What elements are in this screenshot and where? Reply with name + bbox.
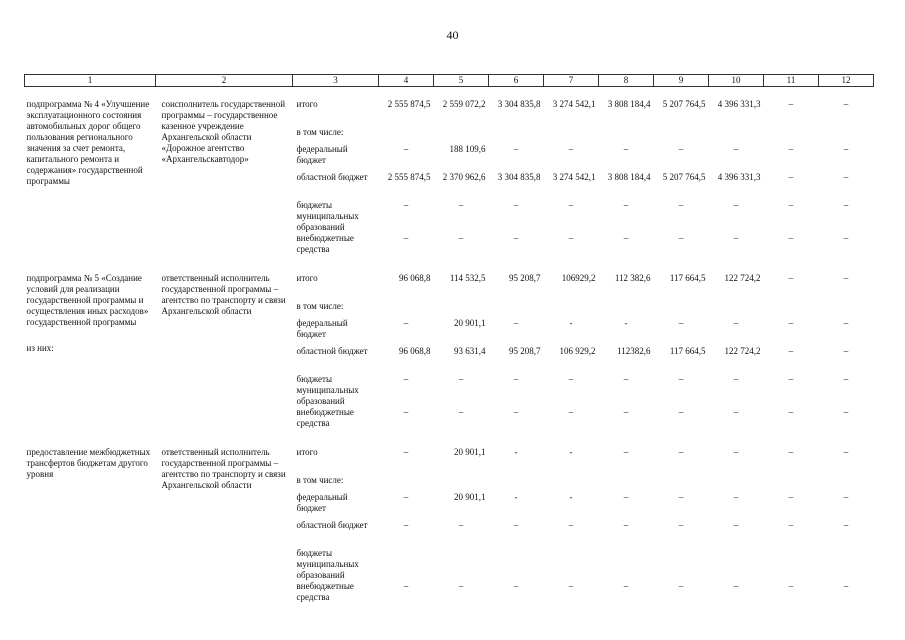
amount-cell: 93 631,4	[454, 346, 486, 356]
amount-cell	[819, 127, 874, 144]
amount-cell	[434, 127, 489, 144]
funding-source: внебюджетные средства	[296, 581, 354, 602]
amount-cell: –	[788, 273, 794, 283]
amount-cell	[764, 127, 819, 144]
funding-source: итого	[296, 99, 318, 109]
amount-cell: –	[403, 520, 409, 530]
amount-cell: –	[733, 233, 739, 243]
amount-cell: 20 901,1	[454, 447, 486, 457]
amount-cell: 2 559 072,2	[442, 99, 486, 109]
amount-cell	[489, 548, 544, 581]
amount-cell: 3 274 542,1	[552, 172, 596, 182]
funding-source: областной бюджет	[296, 520, 368, 530]
funding-source: итого	[296, 273, 318, 283]
amount-cell: 106 929,2	[559, 346, 596, 356]
funding-source: в том числе:	[296, 127, 344, 137]
column-number: 10	[709, 75, 764, 87]
amount-cell: -	[569, 447, 573, 457]
amount-cell: –	[403, 581, 409, 591]
funding-source: внебюджетные средства	[296, 407, 354, 428]
amount-cell: –	[733, 374, 739, 384]
amount-cell: –	[623, 520, 629, 530]
amount-cell: –	[843, 492, 849, 502]
program-name: подпрограмма № 5 «Создание условий для реализации государственной программы и осуществления иных расходов» государственной программы	[26, 273, 149, 327]
amount-cell: 3 808 184,4	[607, 172, 651, 182]
program-note: из них:	[26, 343, 54, 353]
column-number-row	[25, 75, 874, 87]
amount-cell: –	[733, 407, 739, 417]
amount-cell: 20 901,1	[454, 492, 486, 502]
amount-cell: 122 724,2	[724, 273, 761, 283]
section-row	[25, 261, 874, 435]
amount-cell: –	[623, 233, 629, 243]
amount-cell: -	[514, 447, 518, 457]
amount-cell: –	[678, 447, 684, 457]
amount-cell: 4 396 331,3	[717, 99, 761, 109]
amount-cell	[434, 301, 489, 318]
amount-cell: –	[678, 374, 684, 384]
amount-cell: –	[788, 99, 794, 109]
amount-cell: 112 382,6	[614, 273, 651, 283]
amount-cell: 106929,2	[561, 273, 596, 283]
amount-cell: 112382,6	[617, 346, 651, 356]
amount-cell	[379, 475, 434, 492]
amount-cell: -	[514, 492, 518, 502]
amount-cell: –	[678, 407, 684, 417]
amount-cell: –	[843, 144, 849, 154]
amount-cell: –	[623, 200, 629, 210]
amount-cell: –	[843, 233, 849, 243]
amount-cell: –	[788, 374, 794, 384]
executor: соисполнитель государственной программы – государственное казенное учреждение Архангельской области «Дорожное агентство «Архангельскавтодор»	[161, 99, 286, 164]
funding-source: бюджеты муниципальных образований	[296, 548, 359, 580]
amount-cell: 95 208,7	[509, 346, 541, 356]
amount-cell: –	[403, 144, 409, 154]
amount-cell	[654, 127, 709, 144]
column-number: 9	[654, 75, 709, 87]
amount-cell: –	[733, 447, 739, 457]
amount-cell: –	[678, 233, 684, 243]
amount-cell: –	[678, 492, 684, 502]
amount-cell: 3 304 835,8	[497, 172, 541, 182]
amount-cell: –	[843, 581, 849, 591]
amount-cell: 20 901,1	[454, 318, 486, 328]
amount-cell: –	[788, 233, 794, 243]
funding-row	[25, 273, 874, 301]
amount-cell: –	[513, 318, 519, 328]
funding-source: областной бюджет	[296, 172, 368, 182]
funding-source: внебюджетные средства	[296, 233, 354, 254]
amount-cell: –	[843, 200, 849, 210]
column-number: 8	[599, 75, 654, 87]
amount-cell	[379, 127, 434, 144]
program-name: подпрограмма № 4 «Улучшение эксплуатационного состояния автомобильных дорог общего пользования регионального значения за счет ремонта, капитального ремонта и содержания» государственной программы	[26, 99, 150, 186]
amount-cell: 3 274 542,1	[552, 99, 596, 109]
amount-cell: –	[843, 318, 849, 328]
amount-cell: 3 304 835,8	[497, 99, 541, 109]
amount-cell	[434, 475, 489, 492]
amount-cell	[764, 548, 819, 581]
amount-cell: –	[458, 374, 464, 384]
amount-cell: 117 664,5	[669, 273, 706, 283]
amount-cell: –	[513, 200, 519, 210]
amount-cell: –	[843, 374, 849, 384]
amount-cell	[379, 548, 434, 581]
amount-cell: –	[788, 346, 794, 356]
column-number: 12	[819, 75, 874, 87]
amount-cell	[599, 301, 654, 318]
amount-cell: –	[623, 407, 629, 417]
funding-source: в том числе:	[296, 301, 344, 311]
amount-cell: –	[623, 374, 629, 384]
amount-cell: –	[458, 581, 464, 591]
amount-cell	[819, 301, 874, 318]
amount-cell: –	[568, 407, 574, 417]
amount-cell	[489, 475, 544, 492]
amount-cell: –	[513, 233, 519, 243]
amount-cell	[379, 301, 434, 318]
amount-cell	[764, 475, 819, 492]
amount-cell: –	[843, 346, 849, 356]
amount-cell: 114 532,5	[449, 273, 486, 283]
amount-cell: –	[733, 492, 739, 502]
amount-cell: 95 208,7	[509, 273, 541, 283]
executor: ответственный исполнитель государственной программы – агентство по транспорту и связи Архангельской области	[161, 447, 286, 490]
amount-cell: –	[733, 200, 739, 210]
amount-cell: 122 724,2	[724, 346, 761, 356]
column-number: 1	[25, 75, 156, 87]
program-name: предоставление межбюджетных трансфертов бюджетам другого уровня	[26, 447, 151, 479]
amount-cell: –	[403, 200, 409, 210]
amount-cell	[654, 548, 709, 581]
amount-cell: -	[569, 318, 573, 328]
funding-source: итого	[296, 447, 318, 457]
amount-cell: –	[843, 172, 849, 182]
funding-source: федеральный бюджет	[296, 144, 348, 165]
amount-cell: 117 664,5	[669, 346, 706, 356]
amount-cell	[489, 127, 544, 144]
amount-cell: 5 207 764,5	[662, 172, 706, 182]
amount-cell	[544, 127, 599, 144]
amount-cell: –	[843, 520, 849, 530]
amount-cell: –	[513, 374, 519, 384]
amount-cell: –	[788, 492, 794, 502]
funding-source: федеральный бюджет	[296, 492, 348, 513]
amount-cell: –	[623, 447, 629, 457]
amount-cell: –	[513, 520, 519, 530]
column-number: 7	[544, 75, 599, 87]
amount-cell: –	[788, 144, 794, 154]
amount-cell: 4 396 331,3	[717, 172, 761, 182]
amount-cell: –	[788, 172, 794, 182]
amount-cell: –	[623, 492, 629, 502]
funding-source: в том числе:	[296, 475, 344, 485]
amount-cell: 2 555 874,5	[387, 172, 431, 182]
amount-cell: –	[843, 273, 849, 283]
amount-cell: -	[569, 492, 573, 502]
amount-cell: –	[788, 581, 794, 591]
amount-cell: –	[458, 520, 464, 530]
amount-cell: –	[788, 520, 794, 530]
funding-source: областной бюджет	[296, 346, 368, 356]
page-number: 40	[446, 28, 459, 42]
amount-cell	[654, 301, 709, 318]
amount-cell	[599, 475, 654, 492]
amount-cell: –	[568, 144, 574, 154]
amount-cell: –	[458, 233, 464, 243]
amount-cell	[819, 475, 874, 492]
amount-cell: –	[513, 581, 519, 591]
funding-source: федеральный бюджет	[296, 318, 348, 339]
amount-cell: –	[568, 233, 574, 243]
amount-cell: –	[623, 144, 629, 154]
amount-cell	[654, 475, 709, 492]
amount-cell	[709, 548, 764, 581]
amount-cell: –	[843, 447, 849, 457]
amount-cell: –	[788, 318, 794, 328]
budget-table	[24, 74, 874, 609]
column-number: 3	[293, 75, 379, 87]
amount-cell: –	[403, 492, 409, 502]
amount-cell: –	[788, 447, 794, 457]
amount-cell: –	[733, 144, 739, 154]
amount-cell	[819, 548, 874, 581]
amount-cell: –	[403, 318, 409, 328]
column-number: 5	[434, 75, 489, 87]
section-table	[25, 273, 874, 435]
amount-cell: –	[403, 233, 409, 243]
amount-cell	[709, 127, 764, 144]
amount-cell: –	[403, 374, 409, 384]
amount-cell: –	[843, 407, 849, 417]
funding-row	[25, 447, 874, 475]
amount-cell: –	[733, 520, 739, 530]
amount-cell: 2 555 874,5	[387, 99, 431, 109]
amount-cell: –	[843, 99, 849, 109]
amount-cell: 188 109,6	[449, 144, 486, 154]
section-row	[25, 87, 874, 262]
column-number: 11	[764, 75, 819, 87]
amount-cell: –	[568, 200, 574, 210]
amount-cell: 3 808 184,4	[607, 99, 651, 109]
amount-cell: –	[733, 318, 739, 328]
amount-cell: –	[678, 520, 684, 530]
amount-cell	[489, 301, 544, 318]
amount-cell: –	[403, 407, 409, 417]
amount-cell	[544, 301, 599, 318]
section-table	[25, 447, 874, 609]
amount-cell	[599, 127, 654, 144]
amount-cell: –	[678, 318, 684, 328]
amount-cell	[544, 475, 599, 492]
funding-row	[25, 99, 874, 127]
amount-cell	[709, 301, 764, 318]
amount-cell	[434, 548, 489, 581]
amount-cell: –	[623, 581, 629, 591]
amount-cell: –	[568, 520, 574, 530]
amount-cell: –	[403, 447, 409, 457]
amount-cell: –	[678, 581, 684, 591]
amount-cell: –	[733, 581, 739, 591]
amount-cell: –	[568, 581, 574, 591]
amount-cell: –	[678, 144, 684, 154]
amount-cell: –	[788, 407, 794, 417]
funding-source: бюджеты муниципальных образований	[296, 200, 359, 232]
column-number: 6	[489, 75, 544, 87]
funding-source: бюджеты муниципальных образований	[296, 374, 359, 406]
section-row	[25, 435, 874, 609]
amount-cell: –	[513, 407, 519, 417]
amount-cell	[709, 475, 764, 492]
amount-cell: 2 370 962,6	[442, 172, 486, 182]
amount-cell: 96 068,8	[399, 346, 431, 356]
amount-cell	[764, 301, 819, 318]
amount-cell: 96 068,8	[399, 273, 431, 283]
amount-cell: –	[568, 374, 574, 384]
column-number: 4	[379, 75, 434, 87]
amount-cell: –	[458, 200, 464, 210]
column-number: 2	[156, 75, 293, 87]
amount-cell: –	[458, 407, 464, 417]
amount-cell	[544, 548, 599, 581]
amount-cell: -	[624, 318, 628, 328]
amount-cell: 5 207 764,5	[662, 99, 706, 109]
amount-cell: –	[788, 200, 794, 210]
executor: ответственный исполнитель государственной программы – агентство по транспорту и связи Архангельской области	[161, 273, 286, 316]
amount-cell	[599, 548, 654, 581]
amount-cell: –	[513, 144, 519, 154]
amount-cell: –	[678, 200, 684, 210]
section-table	[25, 99, 874, 261]
